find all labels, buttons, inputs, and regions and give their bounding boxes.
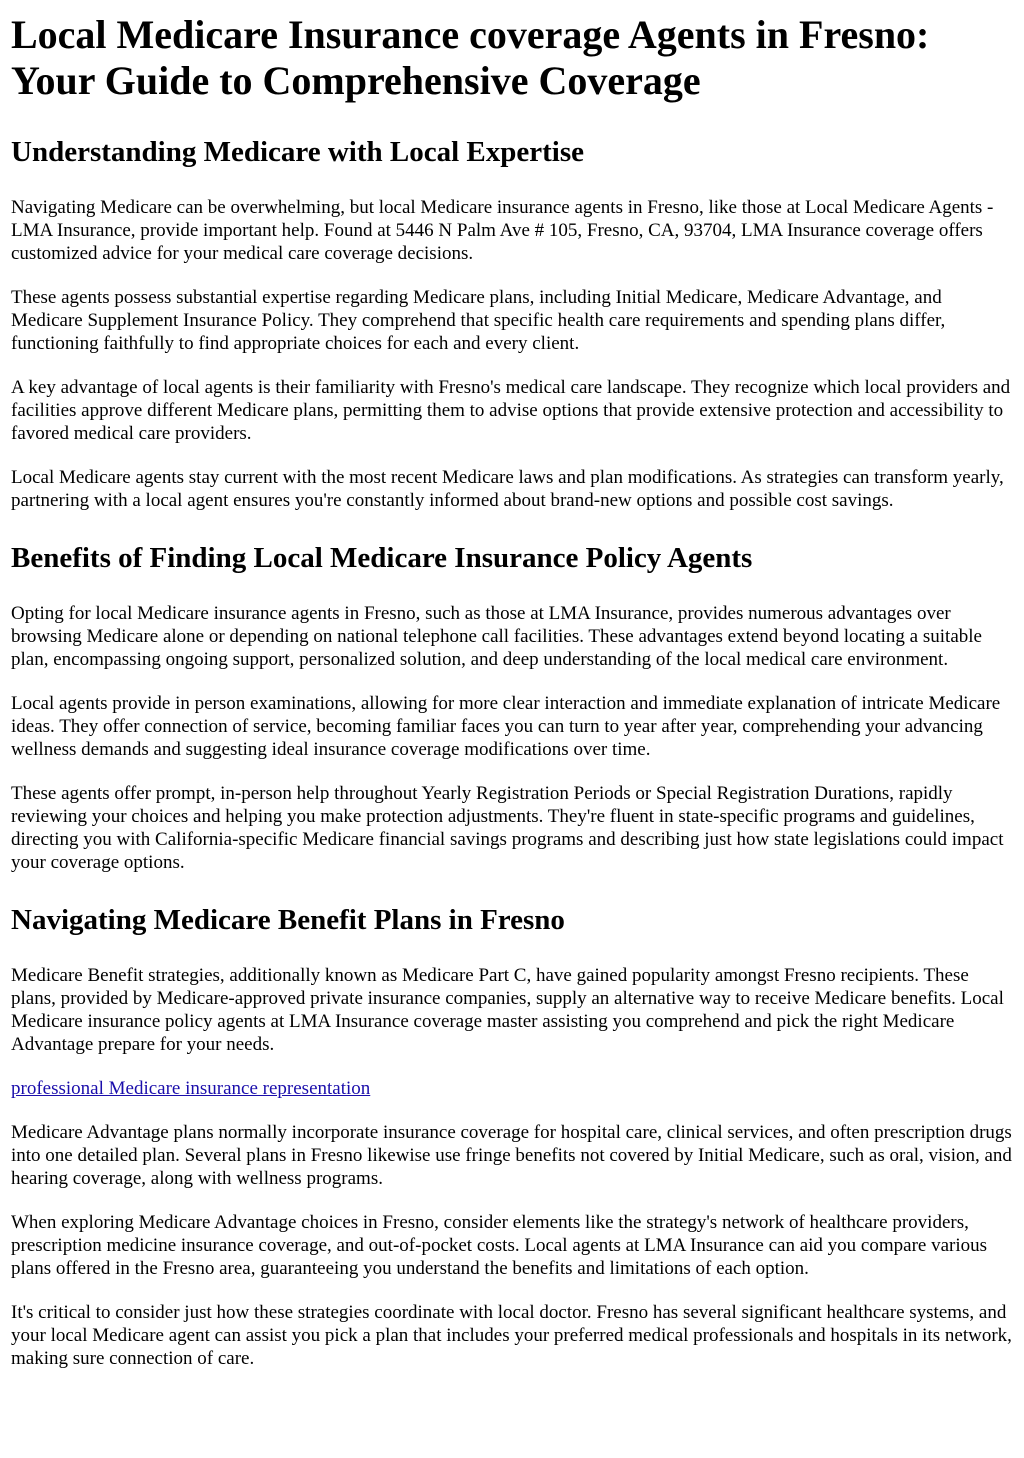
paragraph: These agents possess substantial expertise regarding Medicare plans, including Initial Medicare, Medicare Advantage, and Medicare Supplement Insurance Policy. They comprehend that specific health care requirements and spending plans differ, functioning faithfully to find appropriate choices for each and every client. <box>11 287 946 354</box>
paragraph: Local Medicare agents stay current with the most recent Medicare laws and plan modifications. As strategies can transform yearly, partnering with a local agent ensures you're constantly informed about brand-new options and possible cost savings. <box>11 467 1004 511</box>
paragraph: Medicare Advantage plans normally incorporate insurance coverage for hospital care, clinical services, and often prescription drugs into one detailed plan. Several plans in Fresno likewise use fringe benefits not covered by Initial Medicare, such as oral, vision, and hearing coverage, along with wellness programs. <box>11 1122 1012 1189</box>
section-medicare-benefit-plans <box>11 903 1013 1370</box>
paragraph: When exploring Medicare Advantage choices in Fresno, consider elements like the strategy's network of healthcare providers, prescription medicine insurance coverage, and out-of-pocket costs. Local agents at LMA Insurance can aid you compare various plans offered in the Fresno area, guaranteeing you understand the benefits and limitations of each option. <box>11 1212 988 1279</box>
paragraph: Navigating Medicare can be overwhelming, but local Medicare insurance agents in Fresno, like those at Local Medicare Agents - LMA Insurance, provide important help. Found at 5446 N Palm Ave # 105, Fresno, CA, 93704, LMA Insurance coverage offers customized advice for your medical care coverage decisions. <box>11 197 994 264</box>
paragraph: A key advantage of local agents is their familiarity with Fresno's medical care landscape. They recognize which local providers and facilities approve different Medicare plans, permitting them to advise options that provide extensive protection and accessibility to favored medical care providers. <box>11 377 1011 444</box>
section-heading: Understanding Medicare with Local Expertise <box>11 136 584 168</box>
paragraph: Opting for local Medicare insurance agents in Fresno, such as those at LMA Insurance, provides numerous advantages over browsing Medicare alone or depending on national telephone call facilities. These advantages extend beyond locating a suitable plan, encompassing ongoing support, personalized solution, and deep understanding of the local medical care environment. <box>11 603 982 670</box>
paragraph: Medicare Benefit strategies, additionally known as Medicare Part C, have gained popularity amongst Fresno recipients. These plans, provided by Medicare-approved private insurance companies, supply an alternative way to receive Medicare benefits. Local Medicare insurance policy agents at LMA Insurance coverage master assisting you comprehend and pick the right Medicare Advantage prepare for your needs. <box>11 965 1004 1055</box>
section-heading: Benefits of Finding Local Medicare Insurance Policy Agents <box>11 542 753 574</box>
paragraph: It's critical to consider just how these strategies coordinate with local doctor. Fresno has several significant healthcare systems, and your local Medicare agent can assist you pick a plan that includes your preferred medical professionals and hospitals in its network, making sure connection of care. <box>11 1302 1012 1369</box>
section-heading: Navigating Medicare Benefit Plans in Fresno <box>11 904 565 936</box>
section-understanding-medicare <box>11 135 1013 512</box>
paragraph: These agents offer prompt, in-person help throughout Yearly Registration Periods or Special Registration Durations, rapidly reviewing your choices and helping you make protection adjustments. They're fluent in state-specific programs and guidelines, directing you with California-specific Medicare financial savings programs and describing just how state legislations could impact your coverage options. <box>11 783 1004 873</box>
article <box>0 12 1024 1370</box>
section-benefits-local-agents <box>11 541 1013 874</box>
medicare-representation-link[interactable]: professional Medicare insurance representation <box>11 1078 371 1099</box>
page-title: Local Medicare Insurance coverage Agents in Fresno: Your Guide to Comprehensive Coverage <box>11 12 930 103</box>
paragraph: Local agents provide in person examinations, allowing for more clear interaction and immediate explanation of intricate Medicare ideas. They offer connection of service, becoming familiar faces you can turn to year after year, comprehending your advancing wellness demands and suggesting ideal insurance coverage modifications over time. <box>11 693 1001 760</box>
link-paragraph <box>11 1077 1013 1100</box>
